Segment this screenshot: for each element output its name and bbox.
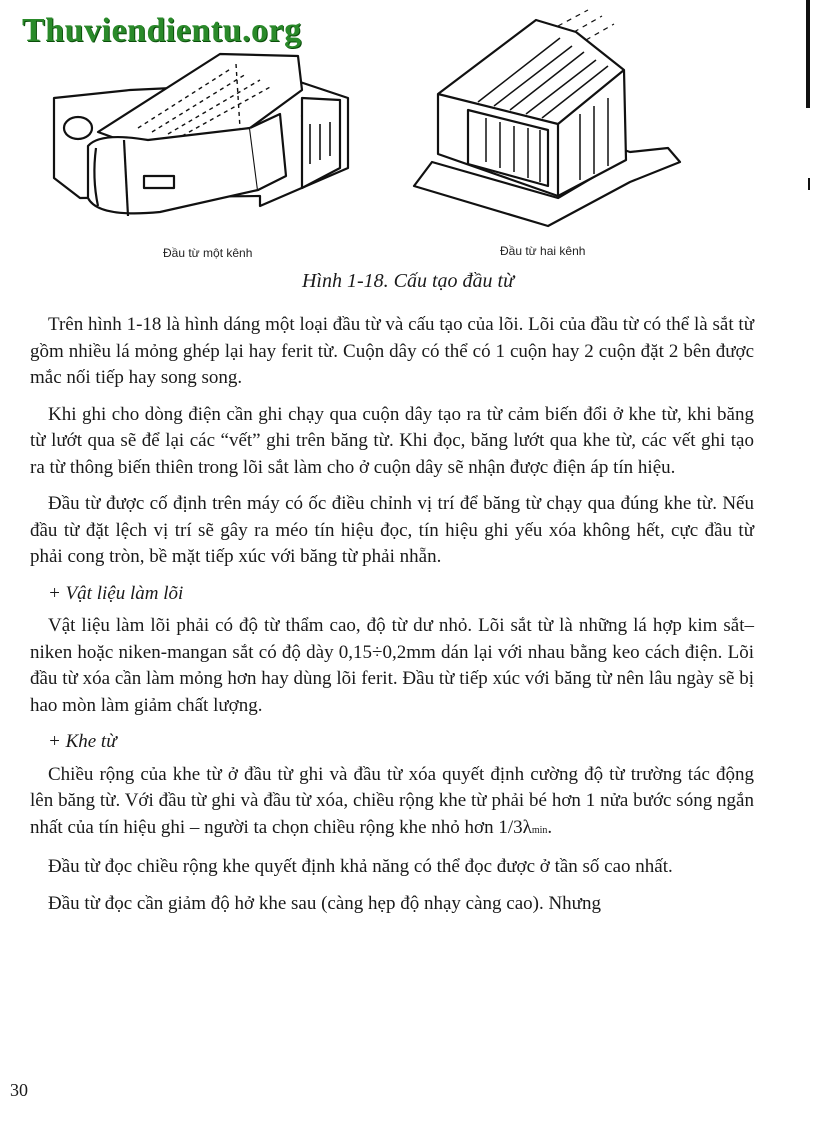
paragraph-2: Khi ghi cho dòng điện cần ghi chạy qua cuộn dây tạo ra từ cảm biến đổi ở khe từ, khi băng từ lướt qua sẽ để lại các “vết” ghi trên băng từ. Khi đọc, băng lướt qua khe từ, các vết ghi tạo ra từ thông biến thiên trong lõi sắt làm cho ở cuộn dây sẽ nhận được điện áp tín hiệu.: [30, 403, 754, 478]
gap-text-end: .: [547, 816, 553, 838]
body-text: [30, 312, 754, 927]
watermark-logo: Thuviendientu.org: [22, 12, 302, 49]
lambda-subscript: min: [531, 824, 548, 836]
scan-edge-mark: [806, 0, 810, 108]
paragraph-magnetic-gap: [30, 762, 754, 845]
heading-magnetic-gap: + Khe từ: [48, 731, 117, 752]
heading-core-material: + Vật liệu làm lõi: [48, 582, 184, 604]
paragraph-core-material: Vật liệu làm lõi phải có độ từ thẩm cao, độ từ dư nhỏ. Lõi sắt từ là những lá hợp kim sắt–niken hoặc niken-mangan sắt có độ dày 0,15÷0,2mm dán lại với nhau bằng keo cách điện. Lõi đầu từ xóa cần làm mỏng hơn hay dùng lõi ferit. Đầu từ tiếp xúc với băng từ nên lâu ngày sẽ bị hao mòn làm giảm chất lượng.: [30, 615, 754, 716]
page-number: 30: [10, 1080, 28, 1100]
two-channel-head-drawing: [408, 2, 698, 234]
figure-label-single-channel: Đầu từ một kênh: [163, 246, 253, 260]
gap-text: Chiều rộng của khe từ ở đầu từ ghi và đầu từ xóa quyết định cường độ từ trường tác động lên băng từ. Với đầu từ ghi và đầu từ xóa, chiều rộng khe từ phải bé hơn 1 nửa bước sóng ngắn nhất của tín hiệu ghi – người ta chọn chiều rộng khe nhỏ hơn 1/3λ: [30, 763, 754, 838]
figure-caption: Hình 1-18. Cấu tạo đầu từ: [301, 270, 515, 292]
figure-label-two-channel: Đầu từ hai kênh: [500, 244, 586, 258]
paragraph-read-head: Đầu từ đọc chiều rộng khe quyết định khả năng có thể đọc được ở tần số cao nhất.: [48, 856, 673, 877]
paragraph-1: Trên hình 1-18 là hình dáng một loại đầu từ và cấu tạo của lõi. Lõi của đầu từ có thể là sắt từ gồm nhiều lá mỏng ghép lại hay ferit từ. Cuộn dây có thể có 1 cuộn hay 2 cuộn đặt 2 bên được mắc nối tiếp hay song song.: [30, 314, 754, 388]
scan-edge-tick: [808, 178, 810, 190]
paragraph-3: Đầu từ được cố định trên máy có ốc điều chỉnh vị trí để băng từ chạy qua đúng khe từ. Nếu đầu từ đặt lệch vị trí sẽ gây ra méo tín hiệu đọc, tín hiệu ghi yếu xóa không hết, cực đầu từ phải cong tròn, bề mặt tiếp xúc với băng từ phải nhẵn.: [30, 493, 754, 567]
paragraph-last: Đầu từ đọc cần giảm độ hở khe sau (càng hẹp độ nhạy càng cao). Nhưng: [48, 892, 601, 914]
single-channel-head-drawing: [40, 28, 360, 238]
